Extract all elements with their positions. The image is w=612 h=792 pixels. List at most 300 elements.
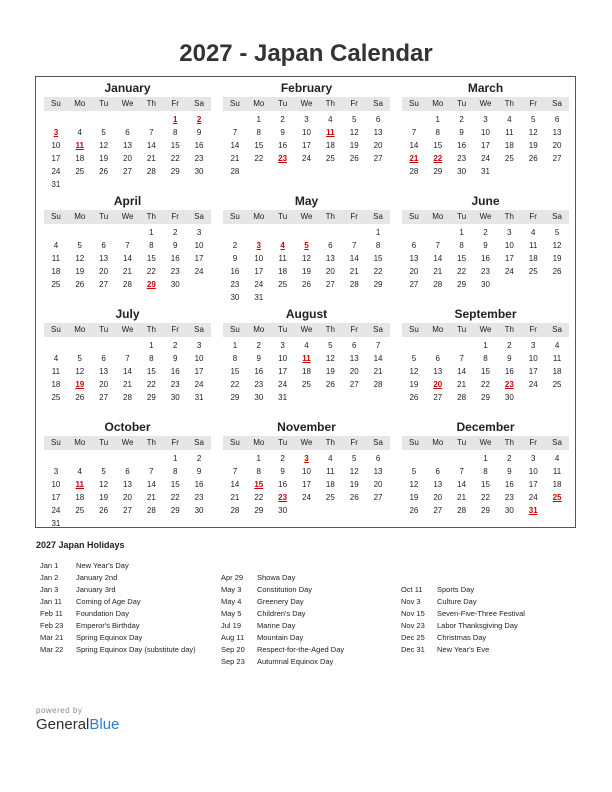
- empty-cell: [92, 113, 116, 126]
- date-cell: 3: [53, 467, 59, 476]
- holiday-item: [401, 608, 525, 620]
- date-cell: 9: [507, 354, 512, 363]
- date-cell: 25: [75, 167, 85, 176]
- holiday-item: [401, 644, 525, 656]
- weekday-label: Th: [325, 212, 336, 221]
- date-cell: 6: [101, 241, 106, 250]
- weekday-label: Th: [146, 99, 157, 108]
- date-cell: 26: [99, 167, 109, 176]
- month-february: [217, 80, 396, 193]
- date-cell: 21: [433, 267, 443, 276]
- date-cell: 14: [230, 480, 240, 489]
- weekday-label: Sa: [552, 438, 562, 447]
- weekday-label: Fr: [529, 325, 537, 334]
- date-cell: 8: [256, 467, 261, 476]
- date-cell: 15: [433, 141, 443, 150]
- date-cell: 5: [328, 341, 333, 350]
- weekday-label: Th: [504, 325, 515, 334]
- date-cell: 24: [51, 506, 61, 515]
- weekday-label: Sa: [373, 99, 383, 108]
- date-cell: 1: [435, 115, 440, 124]
- date-cell: 17: [278, 367, 288, 376]
- date-cell: 17: [481, 141, 490, 150]
- empty-cell: [44, 452, 68, 465]
- date-cell: 30: [481, 280, 490, 289]
- brand-name-blue: Blue: [89, 716, 120, 733]
- date-cell: 19: [409, 380, 419, 389]
- weekday-label: Sa: [194, 99, 204, 108]
- month-name: February: [280, 81, 333, 95]
- weekday-label: Su: [51, 212, 61, 221]
- date-cell: 24: [504, 267, 514, 276]
- date-cell: 25: [552, 380, 562, 389]
- empty-cell: [139, 113, 163, 126]
- date-cell: 4: [53, 354, 59, 363]
- holiday-date-cell: 31: [528, 506, 538, 515]
- date-cell: 13: [373, 128, 383, 137]
- date-cell: 30: [194, 167, 204, 176]
- weekday-label: Mo: [74, 325, 86, 334]
- holiday-date: Feb 23: [40, 621, 64, 630]
- holiday-item: [221, 596, 344, 608]
- holiday-date: Jul 19: [221, 621, 242, 630]
- date-cell: 8: [435, 128, 440, 137]
- date-cell: 6: [328, 241, 333, 250]
- empty-cell: [402, 339, 426, 352]
- date-cell: 19: [99, 154, 109, 163]
- date-cell: 18: [51, 267, 61, 276]
- date-cell: 3: [507, 228, 512, 237]
- date-cell: 2: [256, 341, 261, 350]
- weekday-label: Th: [325, 438, 336, 447]
- date-cell: 7: [125, 354, 130, 363]
- date-cell: 7: [459, 467, 464, 476]
- date-cell: 15: [373, 254, 383, 263]
- date-cell: 13: [373, 467, 383, 476]
- date-cell: 22: [230, 380, 240, 389]
- date-cell: 12: [325, 354, 335, 363]
- brand-logo[interactable]: [36, 716, 119, 733]
- date-cell: 31: [481, 167, 490, 176]
- date-cell: 19: [325, 367, 335, 376]
- date-cell: 22: [373, 267, 383, 276]
- weekday-label: We: [479, 325, 492, 334]
- page-title: 2027 - Japan Calendar: [179, 40, 433, 67]
- date-cell: 25: [51, 280, 61, 289]
- date-cell: 24: [278, 380, 288, 389]
- date-cell: 26: [75, 280, 85, 289]
- empty-cell: [68, 113, 92, 126]
- date-cell: 4: [554, 454, 560, 463]
- date-cell: 6: [375, 454, 381, 463]
- holiday-item: [40, 620, 196, 632]
- brand-name-general: General: [36, 716, 90, 733]
- holiday-date-cell: 21: [409, 154, 419, 163]
- date-cell: 6: [554, 115, 560, 124]
- date-cell: 20: [373, 141, 383, 150]
- date-cell: 15: [170, 141, 180, 150]
- empty-cell: [92, 339, 116, 352]
- month-march: [396, 80, 575, 193]
- date-cell: 27: [99, 280, 109, 289]
- weekday-label: We: [300, 438, 313, 447]
- date-cell: 19: [528, 141, 538, 150]
- weekday-label: Fr: [529, 212, 537, 221]
- holiday-name: Greenery Day: [257, 597, 304, 606]
- empty-cell: [92, 226, 116, 239]
- holiday-item: [221, 584, 344, 596]
- date-cell: 30: [457, 167, 467, 176]
- weekday-label: Tu: [457, 212, 467, 221]
- holiday-date-cell: 19: [75, 380, 85, 389]
- date-cell: 1: [149, 228, 154, 237]
- holiday-name: Constitution Day: [257, 585, 313, 594]
- date-cell: 24: [194, 380, 204, 389]
- date-cell: 14: [146, 141, 156, 150]
- date-cell: 10: [194, 241, 204, 250]
- date-cell: 31: [254, 293, 264, 302]
- weekday-label: Fr: [171, 325, 179, 334]
- date-cell: 26: [552, 267, 562, 276]
- date-cell: 3: [530, 454, 536, 463]
- date-cell: 3: [196, 341, 202, 350]
- weekday-label: Fr: [171, 212, 179, 221]
- date-cell: 4: [554, 341, 560, 350]
- weekday-label: Tu: [457, 438, 467, 447]
- date-cell: 24: [254, 280, 264, 289]
- date-cell: 25: [278, 280, 288, 289]
- holiday-column-3: [401, 584, 525, 656]
- holiday-date-cell: 23: [278, 493, 288, 502]
- holiday-name: January 3rd: [76, 585, 116, 594]
- date-cell: 27: [123, 506, 132, 515]
- date-cell: 31: [51, 519, 61, 528]
- date-cell: 16: [194, 480, 204, 489]
- holiday-name: January 2nd: [76, 573, 118, 582]
- date-cell: 22: [146, 380, 156, 389]
- date-cell: 18: [552, 480, 562, 489]
- date-cell: 15: [481, 480, 490, 489]
- date-cell: 28: [457, 393, 467, 402]
- date-cell: 6: [435, 354, 440, 363]
- date-cell: 4: [530, 228, 536, 237]
- date-cell: 30: [170, 280, 180, 289]
- holiday-date-cell: 11: [75, 141, 84, 150]
- holiday-name: Marine Day: [257, 621, 296, 630]
- date-cell: 2: [232, 241, 238, 250]
- date-cell: 30: [504, 506, 514, 515]
- month-april: [38, 193, 217, 306]
- date-cell: 23: [194, 493, 204, 502]
- holiday-item: [40, 572, 196, 584]
- month-name: December: [456, 420, 515, 434]
- date-cell: 20: [99, 380, 109, 389]
- date-cell: 17: [194, 254, 204, 263]
- holiday-name: Respect-for-the-Aged Day: [257, 645, 345, 654]
- date-cell: 16: [170, 367, 180, 376]
- date-cell: 9: [256, 354, 261, 363]
- date-cell: 11: [552, 467, 562, 476]
- date-cell: 15: [254, 141, 264, 150]
- date-cell: 26: [409, 393, 419, 402]
- date-cell: 28: [146, 506, 156, 515]
- day-grid: [223, 226, 390, 304]
- day-grid: [223, 113, 390, 178]
- date-cell: 31: [51, 180, 61, 189]
- date-cell: 26: [349, 493, 359, 502]
- empty-cell: [44, 113, 68, 126]
- weekday-label: We: [479, 212, 492, 221]
- date-cell: 14: [457, 367, 467, 376]
- date-cell: 18: [51, 380, 61, 389]
- month-december: [396, 419, 575, 532]
- date-cell: 22: [481, 493, 490, 502]
- empty-cell: [426, 339, 450, 352]
- date-cell: 25: [325, 154, 335, 163]
- weekday-label: Mo: [74, 99, 86, 108]
- date-cell: 11: [529, 241, 538, 250]
- date-cell: 19: [349, 141, 359, 150]
- date-cell: 12: [552, 241, 562, 250]
- date-cell: 2: [280, 454, 285, 463]
- date-cell: 8: [149, 241, 154, 250]
- date-cell: 2: [172, 341, 178, 350]
- date-cell: 6: [101, 354, 106, 363]
- month-name: July: [115, 307, 140, 321]
- weekday-label: Fr: [350, 438, 358, 447]
- weekday-label: Su: [51, 325, 61, 334]
- date-cell: 26: [99, 506, 109, 515]
- holiday-date: Sep 23: [221, 657, 245, 666]
- holiday-date: Mar 21: [40, 633, 64, 642]
- weekday-label: Su: [230, 325, 240, 334]
- date-cell: 10: [302, 467, 311, 476]
- date-cell: 24: [194, 267, 204, 276]
- date-cell: 23: [254, 380, 264, 389]
- date-cell: 16: [278, 480, 288, 489]
- holiday-date: May 3: [221, 585, 242, 594]
- weekday-label: Tu: [278, 438, 288, 447]
- holiday-item: [221, 644, 344, 656]
- holiday-date: May 4: [221, 597, 242, 606]
- empty-cell: [116, 339, 140, 352]
- holiday-date-cell: 25: [552, 493, 562, 502]
- date-cell: 7: [435, 241, 440, 250]
- date-cell: 14: [123, 254, 132, 263]
- holiday-item: [221, 572, 344, 584]
- month-name: September: [454, 307, 517, 321]
- weekday-header: [402, 97, 569, 111]
- date-cell: 30: [254, 393, 264, 402]
- weekday-header: [223, 97, 390, 111]
- holiday-name: Sports Day: [437, 585, 475, 594]
- date-cell: 14: [146, 480, 156, 489]
- weekday-label: We: [300, 212, 313, 221]
- day-grid: [223, 452, 390, 517]
- holiday-date-cell: 15: [254, 480, 264, 489]
- date-cell: 6: [125, 467, 130, 476]
- date-cell: 19: [409, 493, 419, 502]
- date-cell: 12: [99, 480, 109, 489]
- date-cell: 23: [504, 493, 514, 502]
- date-cell: 29: [481, 506, 490, 515]
- weekday-label: Tu: [278, 325, 288, 334]
- empty-cell: [116, 452, 140, 465]
- holiday-date: Aug 11: [221, 633, 245, 642]
- weekday-label: We: [479, 438, 492, 447]
- weekday-label: Tu: [99, 99, 109, 108]
- date-cell: 5: [77, 354, 82, 363]
- date-cell: 21: [123, 267, 132, 276]
- date-cell: 9: [172, 354, 178, 363]
- empty-cell: [68, 226, 92, 239]
- date-cell: 26: [325, 380, 335, 389]
- weekday-header: [44, 323, 211, 337]
- date-cell: 7: [411, 128, 417, 137]
- date-cell: 10: [194, 354, 204, 363]
- date-cell: 28: [146, 167, 156, 176]
- date-cell: 17: [302, 480, 311, 489]
- date-cell: 16: [194, 141, 204, 150]
- date-cell: 22: [254, 154, 264, 163]
- date-cell: 29: [146, 393, 156, 402]
- date-cell: 17: [528, 367, 538, 376]
- date-cell: 8: [459, 241, 464, 250]
- weekday-label: Mo: [253, 325, 265, 334]
- date-cell: 17: [254, 267, 264, 276]
- month-may: [217, 193, 396, 306]
- holiday-date-cell: 23: [278, 154, 288, 163]
- weekday-label: Tu: [278, 99, 288, 108]
- date-cell: 7: [459, 354, 464, 363]
- holiday-date-cell: 29: [146, 280, 156, 289]
- date-cell: 2: [280, 115, 285, 124]
- weekday-header: [223, 323, 390, 337]
- weekday-label: Mo: [432, 325, 444, 334]
- date-cell: 29: [230, 393, 240, 402]
- date-cell: 14: [349, 254, 359, 263]
- date-cell: 6: [375, 115, 381, 124]
- date-cell: 7: [149, 467, 154, 476]
- date-cell: 1: [172, 454, 178, 463]
- date-cell: 5: [554, 228, 560, 237]
- holiday-date: Jan 11: [40, 597, 62, 606]
- date-cell: 29: [457, 280, 467, 289]
- date-cell: 21: [230, 493, 240, 502]
- date-cell: 21: [457, 493, 467, 502]
- date-cell: 4: [77, 467, 82, 476]
- date-cell: 25: [51, 393, 61, 402]
- holiday-date-cell: 3: [304, 454, 309, 463]
- date-cell: 8: [375, 241, 381, 250]
- weekday-label: Fr: [350, 212, 358, 221]
- date-cell: 4: [328, 454, 333, 463]
- date-cell: 2: [459, 115, 464, 124]
- empty-cell: [450, 452, 474, 465]
- date-cell: 28: [230, 167, 240, 176]
- weekday-label: Fr: [350, 99, 358, 108]
- empty-cell: [44, 339, 68, 352]
- weekday-label: Sa: [552, 99, 562, 108]
- weekday-label: Th: [325, 325, 336, 334]
- holiday-date-cell: 1: [172, 115, 178, 124]
- holiday-date: Nov 3: [401, 597, 421, 606]
- holiday-date: Dec 25: [401, 633, 425, 642]
- date-cell: 10: [51, 480, 61, 489]
- empty-cell: [295, 226, 319, 239]
- holiday-name: New Year's Eve: [437, 645, 490, 654]
- date-cell: 8: [172, 467, 178, 476]
- holiday-name: Christmas Day: [437, 633, 487, 642]
- month-name: April: [113, 194, 142, 208]
- date-cell: 16: [457, 141, 467, 150]
- date-cell: 13: [433, 480, 443, 489]
- empty-cell: [92, 452, 116, 465]
- empty-cell: [116, 113, 140, 126]
- holiday-item: [401, 620, 525, 632]
- date-cell: 24: [302, 493, 311, 502]
- date-cell: 30: [170, 393, 180, 402]
- holiday-date-cell: 11: [302, 354, 311, 363]
- date-cell: 29: [481, 393, 490, 402]
- date-cell: 10: [528, 467, 538, 476]
- date-cell: 12: [75, 254, 85, 263]
- holiday-date-cell: 3: [256, 241, 261, 250]
- date-cell: 28: [123, 393, 132, 402]
- month-name: October: [104, 420, 151, 434]
- date-cell: 9: [196, 128, 202, 137]
- date-cell: 15: [146, 254, 156, 263]
- date-cell: 12: [75, 367, 85, 376]
- date-cell: 12: [302, 254, 311, 263]
- holiday-name: Spring Equinox Day (substitute day): [76, 645, 196, 654]
- date-cell: 16: [170, 254, 180, 263]
- date-cell: 10: [504, 241, 514, 250]
- date-cell: 21: [373, 367, 383, 376]
- date-cell: 20: [409, 267, 419, 276]
- date-cell: 28: [433, 280, 443, 289]
- date-cell: 9: [280, 467, 285, 476]
- date-cell: 12: [99, 141, 109, 150]
- date-cell: 25: [528, 267, 538, 276]
- empty-cell: [450, 339, 474, 352]
- date-cell: 5: [101, 467, 106, 476]
- date-cell: 20: [123, 493, 132, 502]
- day-grid: [402, 226, 569, 291]
- weekday-label: Th: [146, 325, 157, 334]
- holiday-date: Jan 3: [40, 585, 59, 594]
- date-cell: 23: [194, 154, 204, 163]
- date-cell: 13: [123, 141, 132, 150]
- date-cell: 22: [254, 493, 264, 502]
- empty-cell: [271, 226, 295, 239]
- holiday-item: [401, 584, 525, 596]
- weekday-header: [402, 436, 569, 450]
- weekday-label: Sa: [194, 438, 204, 447]
- date-cell: 30: [230, 293, 240, 302]
- date-cell: 27: [123, 167, 132, 176]
- weekday-label: Mo: [74, 212, 86, 221]
- date-cell: 27: [409, 280, 419, 289]
- date-cell: 25: [302, 380, 311, 389]
- date-cell: 27: [433, 393, 443, 402]
- date-cell: 3: [280, 341, 285, 350]
- date-cell: 3: [304, 115, 309, 124]
- date-cell: 28: [123, 280, 132, 289]
- date-cell: 30: [504, 393, 514, 402]
- empty-cell: [426, 452, 450, 465]
- date-cell: 26: [349, 154, 359, 163]
